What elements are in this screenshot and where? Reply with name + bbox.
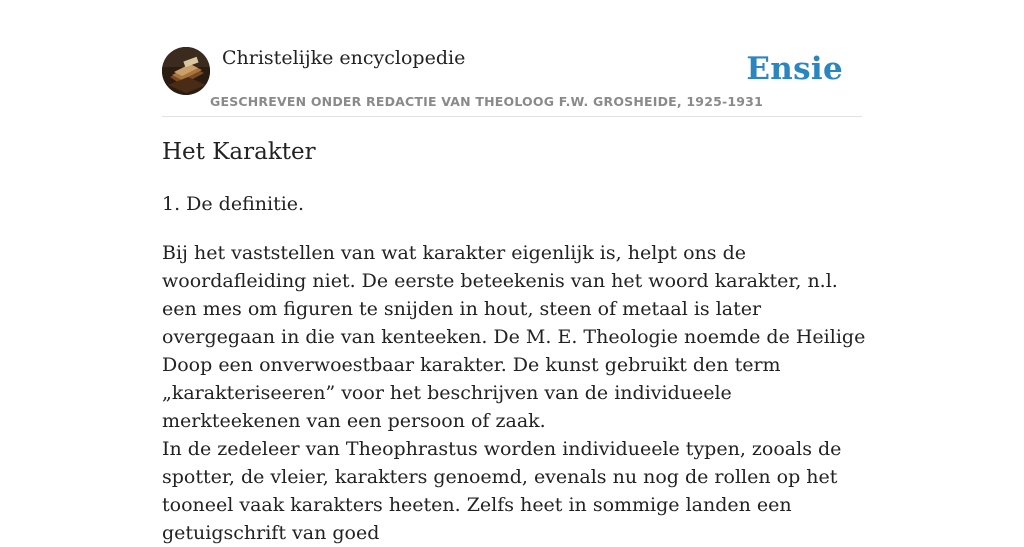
ensie-logo[interactable]: Ensie: [746, 51, 843, 87]
encyclopedia-avatar[interactable]: [162, 47, 210, 95]
site-title[interactable]: Christelijke encyclopedie: [222, 47, 466, 69]
section-heading: 1. De definitie.: [162, 193, 305, 215]
article-paragraph: In de zedeleer van Theophrastus worden individueele typen, zooals de spotter, de vleier, karakters genoemd, evenals nu nog de rollen op het tooneel vaak karakters heeten. Zelfs heet in sommige landen een getuigschrift van goed: [162, 438, 842, 544]
page-title: Het Karakter: [162, 139, 316, 165]
site-subtitle: GESCHREVEN ONDER REDACTIE VAN THEOLOOG F.W. GROSHEIDE, 1925-1931: [210, 94, 763, 109]
site-header: [162, 44, 862, 117]
book-stack-image-icon: [162, 47, 210, 95]
article-paragraph: Bij het vaststellen van wat karakter eigenlijk is, helpt ons de woordafleiding niet. De eerste beteekenis van het woord karakter, n.l. een mes om figuren te snijden in hout, steen of metaal is later overgegaan in die van kenteeken. De M. E. Theologie noemde de Heilige Doop een onverwoestbaar karakter. De kunst gebruikt den term „karakteriseeren” voor het beschrijven van de individueele merkteekenen van een persoon of zaak.: [162, 242, 866, 432]
